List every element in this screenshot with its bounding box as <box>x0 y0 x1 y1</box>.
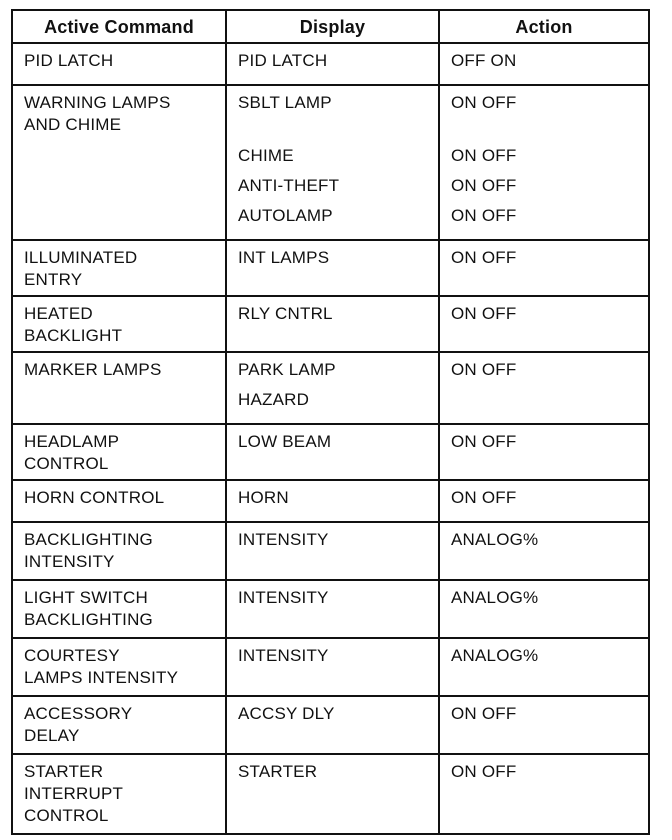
display-line: LOW BEAM <box>238 432 332 451</box>
cell-display <box>226 352 439 424</box>
action-line: ANALOG% <box>451 646 539 665</box>
cell-display <box>226 480 439 522</box>
action-line: ON OFF <box>451 360 517 379</box>
cell-active-command <box>12 424 226 480</box>
display-line: ACCSY DLY <box>238 704 335 723</box>
cell-active-command <box>12 85 226 240</box>
display-line: PID LATCH <box>238 51 328 70</box>
cell-active-command <box>12 43 226 85</box>
cell-active-command <box>12 352 226 424</box>
display-line: INTENSITY <box>238 530 329 549</box>
cell-active-command <box>12 480 226 522</box>
table-row <box>12 85 649 240</box>
table-row <box>12 696 649 754</box>
display-line: STARTER <box>238 762 318 781</box>
action-line: ON OFF <box>451 704 517 723</box>
display-line: INT LAMPS <box>238 248 330 267</box>
cell-active-command <box>12 522 226 580</box>
cell-display <box>226 638 439 696</box>
cell-action <box>439 424 649 480</box>
table-row <box>12 43 649 85</box>
table-row <box>12 522 649 580</box>
cell-display <box>226 240 439 296</box>
command-text: ACCESSORY DELAY <box>24 704 133 745</box>
cell-action <box>439 754 649 834</box>
header-active-command: Active Command <box>12 10 226 43</box>
cell-active-command <box>12 240 226 296</box>
action-line: ON OFF <box>451 762 517 781</box>
cell-action <box>439 352 649 424</box>
action-line: ON OFF <box>451 93 517 112</box>
active-command-table <box>11 9 650 835</box>
cell-display <box>226 580 439 638</box>
display-line: SBLT LAMP <box>238 93 332 112</box>
cell-active-command <box>12 638 226 696</box>
table-row <box>12 580 649 638</box>
display-line: RLY CNTRL <box>238 304 333 323</box>
display-line: ANTI-THEFT <box>238 176 340 195</box>
display-line: INTENSITY <box>238 646 329 665</box>
table-body <box>12 43 649 834</box>
command-text: WARNING LAMPS AND CHIME <box>24 93 171 134</box>
action-line <box>451 122 640 145</box>
cell-action <box>439 43 649 85</box>
action-line: ON OFF <box>451 248 517 267</box>
display-line: INTENSITY <box>238 588 329 607</box>
command-text: ILLUMINATED ENTRY <box>24 248 138 289</box>
command-text: STARTER INTERRUPT CONTROL <box>24 762 124 825</box>
cell-display <box>226 424 439 480</box>
cell-action <box>439 296 649 352</box>
cell-display <box>226 522 439 580</box>
cell-display <box>226 296 439 352</box>
header-row <box>12 10 649 43</box>
display-line: CHIME <box>238 146 294 165</box>
cell-action <box>439 522 649 580</box>
table-row <box>12 754 649 834</box>
action-line: ON OFF <box>451 488 517 507</box>
cell-display <box>226 85 439 240</box>
action-line: ON OFF <box>451 146 517 165</box>
table-row <box>12 480 649 522</box>
table-row <box>12 296 649 352</box>
table-row <box>12 240 649 296</box>
table-row <box>12 424 649 480</box>
display-line: HORN <box>238 488 289 507</box>
cell-display <box>226 43 439 85</box>
cell-action <box>439 85 649 240</box>
cell-action <box>439 696 649 754</box>
table-row <box>12 352 649 424</box>
table-row <box>12 638 649 696</box>
command-text: HEADLAMP CONTROL <box>24 432 120 473</box>
command-text: HEATED BACKLIGHT <box>24 304 123 345</box>
action-line: ON OFF <box>451 176 517 195</box>
cell-active-command <box>12 296 226 352</box>
cell-action <box>439 580 649 638</box>
display-line: PARK LAMP <box>238 360 336 379</box>
cell-active-command <box>12 754 226 834</box>
action-line: ON OFF <box>451 304 517 323</box>
command-text: PID LATCH <box>24 51 114 70</box>
cell-active-command <box>12 580 226 638</box>
cell-action <box>439 240 649 296</box>
command-text: MARKER LAMPS <box>24 360 162 379</box>
cell-display <box>226 696 439 754</box>
command-text: HORN CONTROL <box>24 488 165 507</box>
command-text: COURTESY LAMPS INTENSITY <box>24 646 179 687</box>
display-line: HAZARD <box>238 390 310 409</box>
cell-active-command <box>12 696 226 754</box>
cell-action <box>439 480 649 522</box>
action-line: OFF ON <box>451 51 517 70</box>
header-display: Display <box>226 10 439 43</box>
action-line: ANALOG% <box>451 530 539 549</box>
display-line: AUTOLAMP <box>238 206 333 225</box>
action-line: ANALOG% <box>451 588 539 607</box>
action-line: ON OFF <box>451 432 517 451</box>
display-line <box>238 122 430 145</box>
action-line: ON OFF <box>451 206 517 225</box>
cell-display <box>226 754 439 834</box>
command-text: LIGHT SWITCH BACKLIGHTING <box>24 588 153 629</box>
header-action: Action <box>439 10 649 43</box>
command-text: BACKLIGHTING INTENSITY <box>24 530 153 571</box>
cell-action <box>439 638 649 696</box>
